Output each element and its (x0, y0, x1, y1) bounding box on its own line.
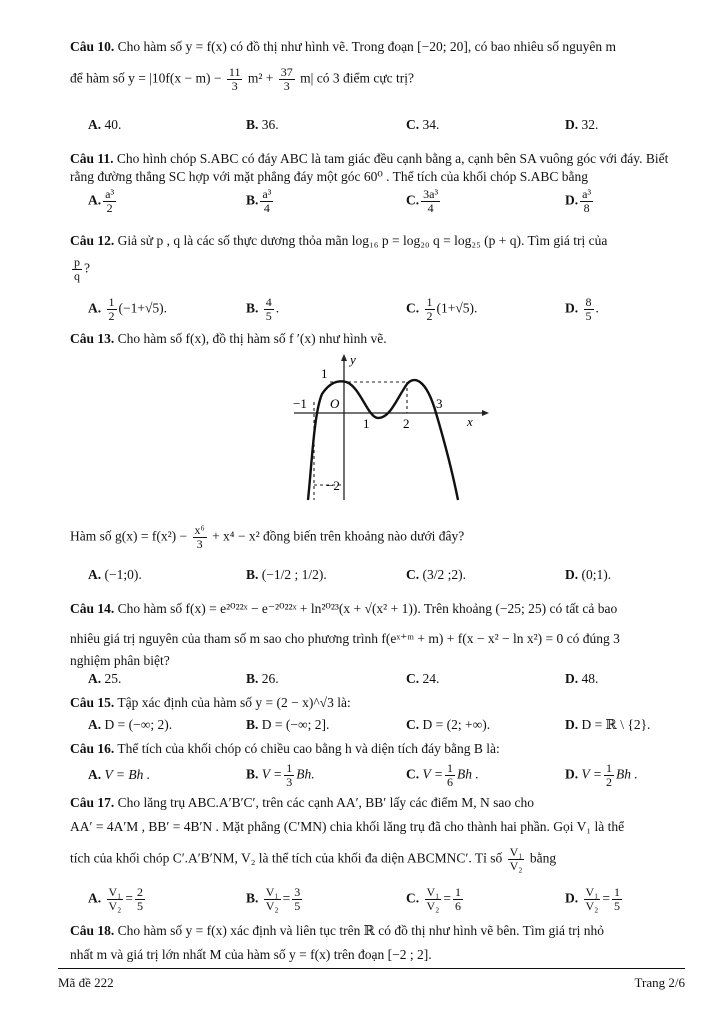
q13-label: Câu 13. (70, 331, 115, 346)
label-x-minus1: −1 (293, 396, 307, 411)
q18-line2: nhất m và giá trị lớn nhất M của hàm số y = f(x) trên đoạn [−2 ; 2]. (70, 947, 432, 962)
q17-line1 (70, 794, 691, 812)
q18-label: Câu 18. (70, 923, 115, 938)
q15-option-d[interactable]: D. D = ℝ \ {2}. (565, 717, 651, 732)
q17-text-3a: tích của khối chóp C′.A′B′NM, V₂ là thể tích của khối đa diện ABCMNC′. Tỉ số (70, 850, 503, 866)
q16-option-c[interactable]: C. V = $\frac{1}{6}$ Bh . (406, 761, 479, 789)
q12-tail: ? (84, 260, 90, 276)
exam-code: Mã đề 222 (58, 975, 114, 990)
q15-text: Tập xác định của hàm số y = (2 − x)^√3 là: (117, 695, 351, 710)
q12-text: Giả sử p , q là các số thực dương thỏa mãn log₁₆ p = log₂₀ q = log₂₅ (p + q). Tìm giá trị của (117, 233, 608, 248)
q17-label: Câu 17. (70, 795, 115, 810)
q14-option-a[interactable]: A. 25. (88, 671, 122, 686)
q12-option-b[interactable]: B. $\frac{4}{5}$ . (246, 295, 280, 323)
q14-option-b[interactable]: B. 26. (246, 671, 279, 686)
q15-label: Câu 15. (70, 695, 115, 710)
x-axis-label: x (467, 414, 473, 429)
q15-stem (70, 694, 691, 712)
x-axis-arrow (482, 410, 489, 416)
q10-option-a[interactable]: A. 40. (88, 117, 122, 132)
q13-stem-frac: $\frac{\text{x⁶}}{3}$ (194, 523, 205, 551)
q14-option-c[interactable]: C. 24. (406, 671, 440, 686)
q16-text: Thể tích của khối chóp có chiều cao bằng h và diện tích đáy bằng B là: (117, 741, 500, 756)
page-number: Trang 2/6 (634, 975, 685, 990)
label-y-minus2: −2 (326, 478, 340, 493)
q16-option-d[interactable]: D. V = $\frac{1}{2}$ Bh . (565, 761, 638, 789)
q13-stem-a: Hàm số g(x) = f(x²) − (70, 528, 188, 544)
q15-option-c[interactable]: C. D = (2; +∞). (406, 717, 491, 732)
q11-option-c[interactable]: C. $\frac{\text{3a³}}{4}$ (406, 187, 439, 215)
q10-frac-2: $\frac{37}{3}$ (280, 65, 293, 93)
y-axis-arrow (341, 354, 347, 361)
q12-option-a[interactable]: A. $\frac{1}{2}$ (−1+√5). (88, 295, 168, 323)
q18-line1 (70, 922, 691, 940)
label-x-3: 3 (436, 396, 443, 411)
q17-option-c[interactable]: C. $\frac{\text{V₁}}{\text{V₂}}$ = $\frac{1}{6}$ (406, 885, 461, 913)
q17-option-b[interactable]: B. $\frac{\text{V₁}}{\text{V₂}}$ = $\frac{3}{5}$ (246, 885, 301, 913)
q10-text-2a: để hàm số y = |10f(x − m) − (70, 70, 222, 86)
q14-option-d[interactable]: D. 48. (565, 671, 599, 686)
q13-option-c[interactable]: C. (3/2 ;2). (406, 567, 466, 582)
q11-label: Câu 11. (70, 151, 114, 166)
q13-option-d[interactable]: D. (0;1). (565, 567, 612, 582)
q10-label: Câu 10. (70, 39, 115, 54)
q18-text-1: Cho hàm số y = f(x) xác định và liên tục trên ℝ có đồ thị như hình vẽ bên. Tìm giá trị nhỏ (117, 923, 604, 938)
q13-text: Cho hàm số f(x), đồ thị hàm số f ′(x) như hình vẽ. (117, 331, 387, 346)
q15-option-a[interactable]: A. D = (−∞; 2). (88, 717, 173, 732)
q14-line2: nhiêu giá trị nguyên của tham số m sao cho phương trình f(eˣ⁺ᵐ + m) + f(x − x² − ln x²) = 0 có đúng 3 (70, 631, 620, 646)
q14-line3: nghiệm phân biệt? (70, 653, 170, 668)
origin-label: O (330, 396, 340, 411)
q12-option-d[interactable]: D. $\frac{8}{5}$ . (565, 295, 599, 323)
q13-stem (70, 524, 691, 551)
q16-option-b[interactable]: B. V = $\frac{1}{3}$ Bh. (246, 761, 315, 789)
q10-text-2c: m| có 3 điểm cực trị? (300, 70, 414, 86)
q10-text-2b: m² + (247, 70, 274, 86)
q17-line2: AA′ = 4A′M , BB′ = 4B′N . Mặt phẳng (C′MN) chia khối lăng trụ đã cho thành hai phần. Gọi V₁ là thể (70, 819, 625, 834)
q10-text-1: Cho hàm số y = f(x) có đồ thị như hình vẽ. Trong đoạn [−20; 20], có bao nhiêu số nguyên m (117, 39, 617, 54)
q16-option-a[interactable]: A. V = Bh . (88, 767, 151, 782)
derivative-graph (286, 352, 491, 504)
q11-option-b[interactable]: B. $\frac{\text{a³}}{4}$ (246, 187, 272, 215)
label-x-2: 2 (403, 416, 410, 431)
q13-option-b[interactable]: B. (−1/2 ; 1/2). (246, 567, 327, 582)
q14-label: Câu 14. (70, 601, 115, 616)
q13-line1 (70, 330, 691, 348)
label-x-1: 1 (363, 416, 370, 431)
q13-stem-b: + x⁴ − x² đồng biến trên khoảng nào dưới đây? (212, 528, 465, 544)
y-axis-label: y (350, 352, 356, 367)
q14-line1 (70, 600, 691, 618)
q15-option-b[interactable]: B. D = (−∞; 2]. (246, 717, 330, 732)
q17-text-3b: bằng (529, 850, 557, 866)
q10-option-d[interactable]: D. 32. (565, 117, 599, 132)
q10-option-b[interactable]: B. 36. (246, 117, 279, 132)
q17-text-1: Cho lăng trụ ABC.A′B′C′, trên các cạnh AA′, BB′ lấy các điểm M, N sao cho (117, 795, 534, 810)
q10-frac-1: $\frac{11}{3}$ (228, 65, 241, 93)
q17-ratio: $\frac{\text{V₁}}{\text{V₂}}$ (509, 845, 523, 873)
label-y-1: 1 (321, 366, 328, 381)
q10-option-c[interactable]: C. 34. (406, 117, 440, 132)
q16-label: Câu 16. (70, 741, 115, 756)
q17-option-d[interactable]: D. $\frac{\text{V₁}}{\text{V₂}}$ = $\frac{1}{5}$ (565, 885, 620, 913)
q12-line2 (70, 256, 691, 283)
page-footer (58, 968, 685, 991)
q17-option-a[interactable]: A. $\frac{\text{V₁}}{\text{V₂}}$ = $\frac{2}{5}$ (88, 885, 143, 913)
q11-option-d[interactable]: D. $\frac{\text{a³}}{8}$ (565, 187, 592, 215)
q12-label: Câu 12. (70, 233, 115, 248)
q12-frac: $\frac{p}{q}$ (74, 255, 80, 283)
q11-text: Cho hình chóp S.ABC có đáy ABC là tam giác đều cạnh bằng a, cạnh bên SA vuông góc với đáy. Biết rằng đường thẳng SC hợp với mặt phẳng đáy một góc 60⁰ . Thể tích của khối chóp S.ABC bằng (70, 151, 669, 184)
q16-stem (70, 740, 691, 758)
q10-line2 (70, 66, 691, 93)
q10-line1 (70, 38, 691, 56)
q12-option-c[interactable]: C. $\frac{1}{2}$ (1+√5). (406, 295, 478, 323)
q11-option-a[interactable]: A. $\frac{\text{a³}}{2}$ (88, 187, 115, 215)
q11-stem (70, 150, 691, 186)
q13-option-a[interactable]: A. (−1;0). (88, 567, 142, 582)
q14-text-1: Cho hàm số f(x) = e²⁰²²ˣ − e⁻²⁰²²ˣ + ln²⁰²³(x + √(x² + 1)). Trên khoảng (−25; 25) có tất cả bao (117, 601, 618, 616)
q17-line3 (70, 846, 691, 873)
q12-line1 (70, 232, 691, 250)
